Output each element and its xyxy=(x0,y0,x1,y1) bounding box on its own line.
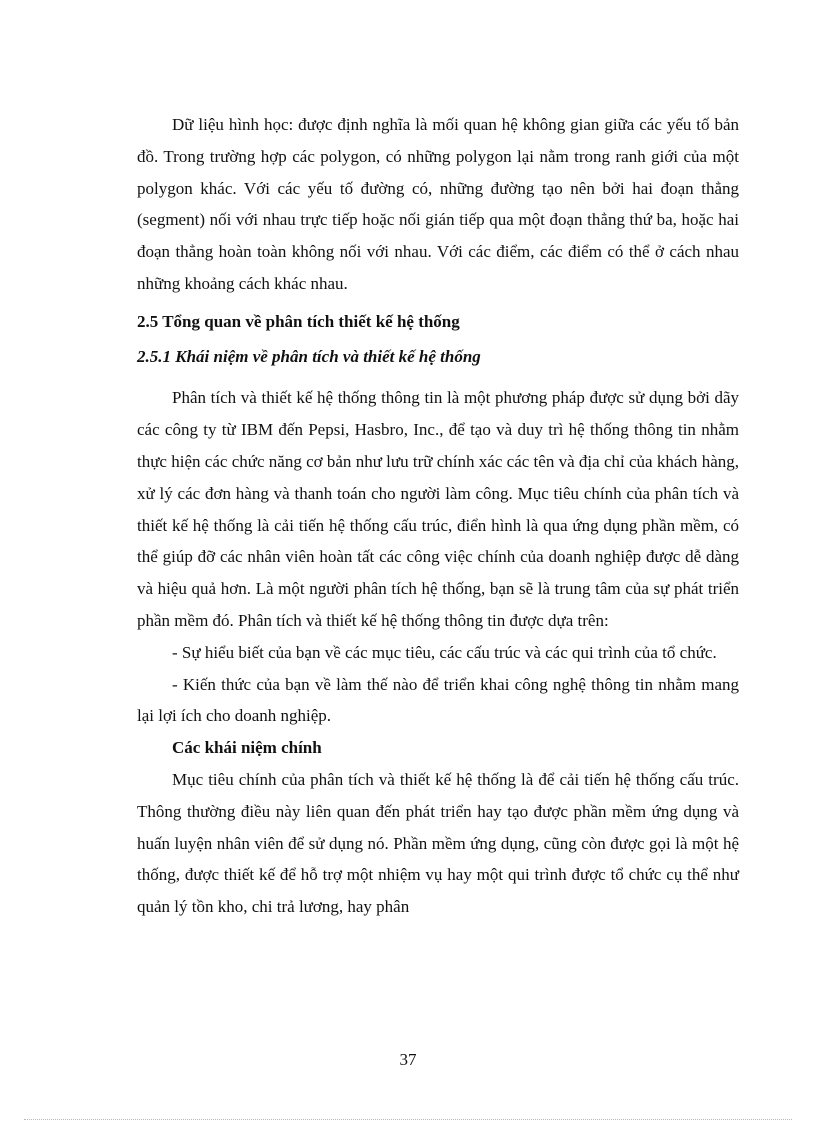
page-number: 37 xyxy=(399,1050,417,1069)
paragraph-system-analysis: Phân tích và thiết kế hệ thống thông tin là một phương pháp được sử dụng bởi dãy các công ty từ IBM đến Pepsi, Hasbro, Inc., để tạo và duy trì hệ thống thông tin nhằm thực hiện các chức năng cơ bản như lưu trữ chính xác các tên và địa chỉ của khách hàng, xử lý các đơn hàng và thanh toán cho người làm công. Mục tiêu chính của phân tích và thiết kế hệ thống là cải tiến hệ thống cấu trúc, điển hình là qua ứng dụng phần mềm, có thể giúp đỡ các nhân viên hoàn tất các công việc chính của doanh nghiệp được dễ dàng và hiệu quả hơn. Là một người phân tích hệ thống, bạn sẽ là trung tâm của sự phát triển phần mềm đó. Phân tích và thiết kế hệ thống thông tin được dựa trên: xyxy=(137,388,739,630)
paragraph-geometric-data: Dữ liệu hình học: được định nghĩa là mối quan hệ không gian giữa các yếu tố bản đồ. Trong trường hợp các polygon, có những polygon lại nằm trong ranh giới của một polygon khác. Với các yếu tố đường có, những đường tạo nên bởi hai đoạn thẳng (segment) nối với nhau trực tiếp hoặc nối gián tiếp qua một đoạn thẳng thứ ba, hoặc hai đoạn thẳng hoàn toàn không nối với nhau. Với các điểm, các điểm có thể ở cách nhau những khoảng cách khác nhau. xyxy=(137,115,739,293)
paragraph-main-goal: Mục tiêu chính của phân tích và thiết kế hệ thống là để cải tiến hệ thống cấu trúc. Thông thường điều này liên quan đến phát triển hay tạo được phần mềm ứng dụng và huấn luyện nhân viên để sử dụng nó. Phần mềm ứng dụng, cũng còn được gọi là một hệ thống, được thiết kế để hỗ trợ một nhiệm vụ hay một qui trình được tổ chức cụ thể như quản lý tồn kho, chi trả lương, hay phân xyxy=(137,769,739,917)
subsection-heading: 2.5.1 Khái niệm về phân tích và thiết kế hệ thống xyxy=(137,346,481,366)
bullet-organization-understanding: - Sự hiểu biết của bạn về các mục tiêu, các cấu trúc và các qui trình của tổ chức. xyxy=(172,642,717,662)
bullet-it-knowledge: - Kiến thức của bạn về làm thế nào để triển khai công nghệ thông tin nhằm mang lại lợi ích cho doanh nghiệp. xyxy=(137,674,739,726)
page-content xyxy=(137,109,739,923)
section-heading: 2.5 Tổng quan về phân tích thiết kế hệ thống xyxy=(137,311,460,331)
concepts-heading: Các khái niệm chính xyxy=(172,738,322,758)
bottom-divider xyxy=(24,1119,792,1120)
